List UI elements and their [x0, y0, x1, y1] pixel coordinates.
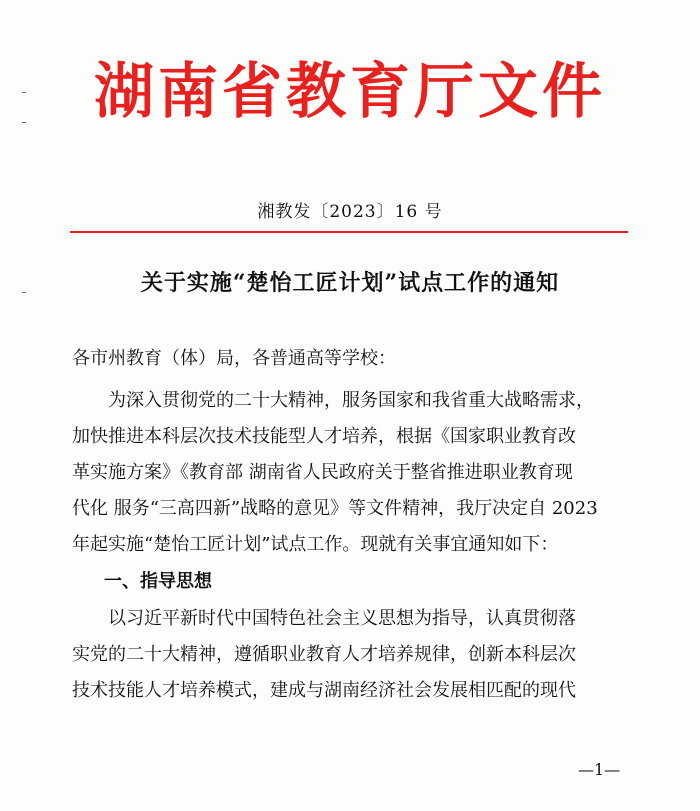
margin-mark [22, 122, 26, 123]
paragraph-line: 为深入贯彻党的二十大精神，服务国家和我省重大战略需求， [108, 390, 594, 411]
paragraph-1 [72, 384, 632, 564]
page-number: —1— [578, 760, 621, 779]
document-header-title: 湖南省教育厅文件 [94, 57, 606, 127]
section-heading-guiding-ideology: 一、指导思想 [104, 571, 212, 592]
paragraph-2 [72, 602, 632, 710]
paragraph-line: 实党的二十大精神，遵循职业教育人才培养规律，创新本科层次 [72, 644, 576, 665]
red-divider-line [70, 231, 628, 233]
margin-mark [22, 92, 26, 93]
document-number: 湘教发〔2023〕16 号 [257, 202, 443, 222]
paragraph-line: 革实施方案》《教育部 湖南省人民政府关于整省推进职业教育现 [72, 462, 573, 483]
paragraph-line: 代化 服务“三高四新”战略的意见》等文件精神，我厅决定自 2023 [72, 498, 598, 519]
paragraph-line: 以习近平新时代中国特色社会主义思想为指导，认真贯彻落 [108, 608, 576, 629]
paragraph-line: 加快推进本科层次技术技能型人才培养，根据《国家职业教育改 [72, 426, 576, 447]
notice-title: 关于实施“楚怡工匠计划”试点工作的通知 [140, 270, 560, 296]
paragraph-line: 年起实施“楚怡工匠计划”试点工作。现就有关事宜通知如下： [72, 534, 559, 555]
addressee-line: 各市州教育（体）局，各普通高等学校： [72, 348, 396, 369]
paragraph-line: 技术技能人才培养模式，建成与湖南经济社会发展相匹配的现代 [72, 680, 576, 701]
